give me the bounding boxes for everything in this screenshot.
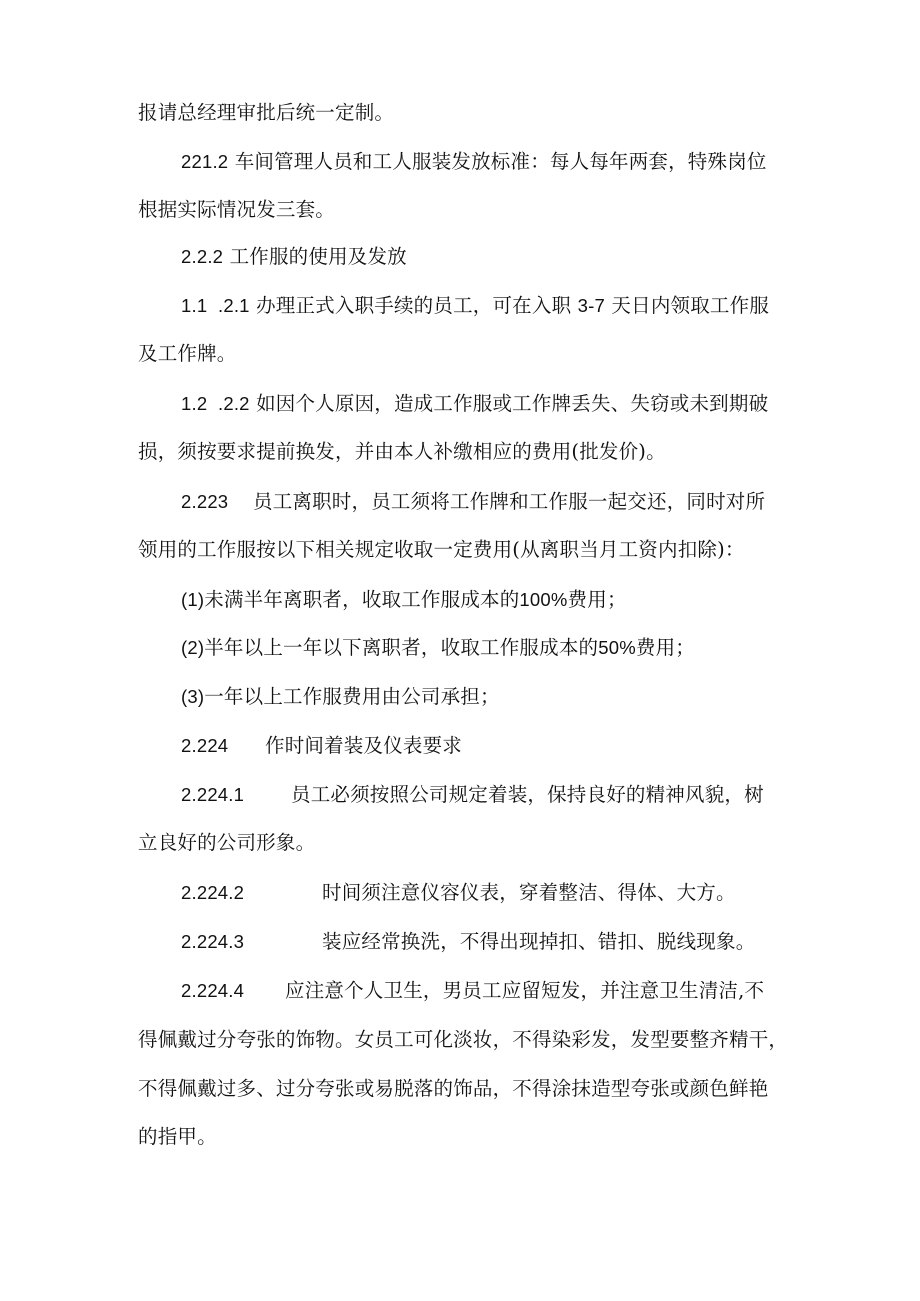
paragraph-line: [138, 1028, 788, 1052]
paragraph-text: 的指甲。: [138, 1125, 217, 1148]
paragraph-line: [181, 930, 755, 954]
paragraph-line: [181, 392, 768, 416]
paragraph-text: 工作服的使用及发放: [229, 245, 407, 268]
paragraph-text: 损，须按要求提前换发，并由本人补缴相应的费用(批发价)。: [138, 440, 666, 463]
section-number: 2.224.3: [181, 931, 245, 952]
paragraph-line: [181, 685, 500, 709]
list-marker: (3): [181, 686, 205, 707]
section-number: 221.2: [181, 151, 229, 172]
paragraph-line: [181, 979, 764, 1003]
paragraph-text: 领用的工作服按以下相关规定收取一定费用(从离职当月工资内扣除)：: [138, 538, 745, 561]
list-marker: (2): [181, 637, 205, 658]
paragraph-line: [138, 101, 394, 125]
inline-number: 100%: [519, 589, 568, 610]
paragraph-text: 员工离职时，员工须将工作牌和工作服一起交还，同时对所: [253, 490, 766, 513]
section-number: 1.1 .2.1: [181, 295, 250, 316]
paragraph-text: 作时间着装及仪表要求: [265, 734, 463, 757]
section-number: 2.224.2: [181, 882, 245, 903]
paragraph-line: [138, 831, 315, 855]
paragraph-text: 不得佩戴过多、过分夸张或易脱落的饰品，不得涂抹造型夸张或颜色鲜艳: [138, 1077, 769, 1100]
section-number: 1.2 .2.2: [181, 393, 250, 414]
section-number: 2.223: [181, 491, 229, 512]
paragraph-text: 员工必须按照公司规定着装，保持良好的精神风貌，树: [291, 783, 764, 806]
paragraph-line: [181, 881, 736, 905]
paragraph-text: 及工作牌。: [138, 342, 237, 365]
paragraph-text: 报请总经理审批后统一定制。: [138, 101, 395, 124]
inline-number: 3-7: [577, 295, 606, 316]
paragraph-text: 得佩戴过分夸张的饰物。女员工可化淡妆，不得染彩发，发型要整齐精干，: [138, 1028, 789, 1051]
section-number: 2.2.2: [181, 246, 224, 267]
paragraph-text: 半年以上一年以下离职者，收取工作服成本的: [204, 636, 599, 659]
paragraph-text: 根据实际情况发三套。: [138, 198, 336, 221]
paragraph-text: 费用；: [567, 588, 627, 611]
paragraph-text: 一年以上工作服费用由公司承担；: [204, 685, 500, 708]
paragraph-text: 费用；: [635, 636, 695, 659]
paragraph-line: [181, 636, 695, 660]
paragraph-line: [138, 342, 237, 366]
paragraph-text: 时间须注意仪容仪表，穿着整洁、得体、大方。: [322, 881, 736, 904]
paragraph-line: [138, 1125, 217, 1149]
paragraph-text: 应注意个人卫生，男员工应留短发，并注意卫生清洁,不: [285, 979, 765, 1002]
paragraph-text: 装应经常换洗，不得出现掉扣、错扣、脱线现象。: [322, 930, 756, 953]
list-marker: (1): [181, 589, 205, 610]
paragraph-text: 如因个人原因，造成工作服或工作牌丢失、失窃或未到期破: [256, 392, 769, 415]
section-number: 2.224.4: [181, 980, 245, 1001]
section-number: 2.224: [181, 735, 229, 756]
paragraph-text: 未满半年离职者，收取工作服成本的: [204, 588, 520, 611]
section-number: 2.224.1: [181, 784, 245, 805]
paragraph-line: [181, 245, 407, 269]
paragraph-line: [138, 538, 745, 562]
paragraph-line: [181, 490, 765, 514]
paragraph-line: [181, 294, 769, 318]
paragraph-text: 立良好的公司形象。: [138, 831, 316, 854]
paragraph-text: 天日内领取工作服: [611, 294, 770, 317]
inline-number: 50%: [598, 637, 636, 658]
paragraph-line: [138, 1077, 768, 1101]
paragraph-line: [138, 440, 666, 464]
paragraph-line: [138, 198, 335, 222]
paragraph-text: 车间管理人员和工人服装发放标准：每人每年两套，特殊岗位: [234, 150, 767, 173]
paragraph-line: [181, 734, 462, 758]
paragraph-line: [181, 783, 764, 807]
paragraph-line: [181, 588, 627, 612]
paragraph-text: 办理正式入职手续的员工，可在入职: [256, 294, 572, 317]
paragraph-line: [181, 150, 767, 174]
